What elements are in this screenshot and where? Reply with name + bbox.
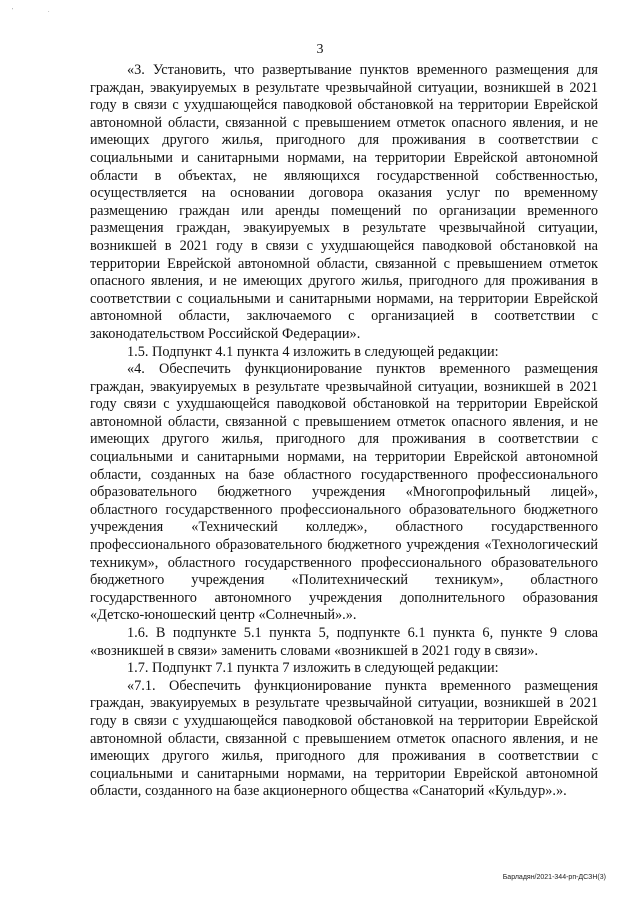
document-reference-footer: Барладян/2021-344-рп-ДСЗН(3) bbox=[502, 874, 606, 881]
paragraph-item-3: «3. Установить, что развертывание пунктов временного размещения для граждан, эвакуируемых в результате чрезвычайной ситуации, возникшей в 2021 году в связи с ухудшающейся паводковой обстановкой на территории Еврейской автономной области, связанной с превышением отметок опасного явления, и не имеющих другого жилья, пригодного для проживания в соответствии с социальными и санитарными нормами, на территории Еврейской автономной области в объектах, не являющихся государственной собственностью, осуществляется на основании договора оказания услуг по временному размещению граждан или аренды помещений по организации временного размещения граждан, эвакуируемых в результате чрезвычайной ситуации, возникшей в 2021 году в связи с ухудшающейся паводковой обстановкой на территории Еврейской автономной области, связанной с превышением отметок опасного явления, и не имеющих другого жилья, пригодного для проживания в соответствии с социальными и санитарными нормами, на территории Еврейской автономной области, заключаемого с организацией в соответствии с законодательством Российской Федерации». bbox=[90, 62, 598, 342]
paragraph-subitem-1-5: 1.5. Подпункт 4.1 пункта 4 изложить в следующей редакции: bbox=[127, 343, 499, 360]
paragraph-item-7-1: «7.1. Обеспечить функционирование пункта временного размещения граждан, эвакуируемых в результате чрезвычайной ситуации, возникшей в 2021 году в связи с ухудшающейся паводковой обстановкой на территории Еврейской автономной области, связанной с превышением отметок опасного явления, и не имеющих другого жилья, пригодного для проживания в соответствии с социальными и санитарными нормами, на территории Еврейской автономной области, созданного на базе акционерного общества «Санаторий «Кульдур».». bbox=[90, 677, 598, 800]
paragraph-subitem-1-6: 1.6. В подпункте 5.1 пункта 5, подпункте 6.1 пункта 6, пункте 9 слова «возникшей в связи» заменить словами «возникшей в 2021 году в связи». bbox=[90, 625, 598, 659]
paragraph-subitem-1-7: 1.7. Подпункт 7.1 пункта 7 изложить в следующей редакции: bbox=[127, 660, 499, 677]
paragraph-item-4: «4. Обеспечить функционирование пунктов временного размещения граждан, эвакуируемых в результате чрезвычайной ситуации, возникшей в 2021 году связи с ухудшающейся паводковой обстановкой на территории Еврейской автономной области, связанной с превышением отметок опасного явления, и не имеющих другого жилья, пригодного для проживания в соответствии с социальными и санитарными нормами, на территории Еврейской автономной области, созданных на базе областного государственного профессионального образовательного бюджетного учреждения «Многопрофильный лицей», областного государственного профессионального образовательного бюджетного учреждения «Технический колледж», областного государственного профессионального образовательного бюджетного учреждения «Технологический техникум», областного государственного профессионального образовательного бюджетного учреждения «Политехнический техникум», областного государственного автономного учреждения дополнительного образования «Детско-юношеский центр «Солнечный».». bbox=[90, 361, 598, 624]
page-number: 3 bbox=[316, 42, 324, 57]
document-body bbox=[90, 62, 598, 801]
scan-mark: ' bbox=[12, 8, 14, 14]
scan-mark: . bbox=[48, 8, 50, 14]
